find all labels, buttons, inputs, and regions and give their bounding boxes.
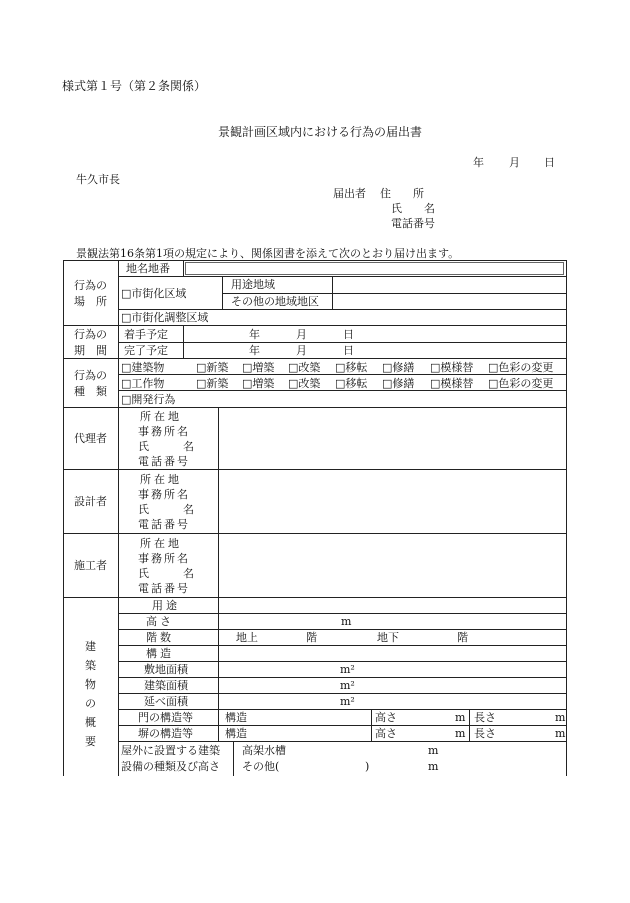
fence-height-label: 高さ <box>375 727 397 740</box>
notifier-label: 届出者 <box>333 187 366 200</box>
statement: 景観法第16条第1項の規定により、関係図書を添えて次のとおり届け出ます。 <box>76 247 460 260</box>
start-year-label: 年 <box>249 328 260 341</box>
agent-phone-label: 電話番号 <box>138 455 190 468</box>
agent-name-label: 氏名 <box>138 440 228 453</box>
kind-label-bottom: 種 類 <box>74 385 107 398</box>
building-color-change-checkbox[interactable]: □色彩の変更 <box>488 361 554 374</box>
contractor-name-label: 氏名 <box>138 567 228 580</box>
lot-number-label: 地名地番 <box>126 262 170 275</box>
development-checkbox[interactable]: □開発行為 <box>121 393 176 406</box>
agent-label: 代理者 <box>74 432 107 445</box>
structure-color-change-checkbox[interactable]: □色彩の変更 <box>488 377 554 390</box>
designer-label: 設計者 <box>74 495 107 508</box>
building-remodel-checkbox[interactable]: □模様替 <box>430 361 474 374</box>
addressee: 牛久市長 <box>76 173 120 186</box>
building-new-checkbox[interactable]: □新築 <box>196 361 229 374</box>
end-date-label: 完了予定 <box>124 344 168 357</box>
table-top-border <box>63 260 566 261</box>
location-label-top: 行為の <box>74 279 107 292</box>
period-label-bottom: 期 間 <box>74 344 107 357</box>
structure-relocate-checkbox[interactable]: □移転 <box>335 377 368 390</box>
height-label: 高さ <box>146 615 174 628</box>
water-tank-label: 高架水槽 <box>242 744 286 757</box>
end-day-label: 日 <box>343 344 354 357</box>
designer-phone-label: 電話番号 <box>138 518 190 531</box>
structure-rebuild-checkbox[interactable]: □改築 <box>288 377 321 390</box>
building-extension-checkbox[interactable]: □増築 <box>242 361 275 374</box>
building-repair-checkbox[interactable]: □修繕 <box>382 361 415 374</box>
notifier-phone-label: 電話番号 <box>391 217 435 230</box>
height-unit: m <box>341 615 352 628</box>
building-area-unit: m² <box>340 679 355 692</box>
gate-height-label: 高さ <box>375 711 397 724</box>
water-tank-unit: m <box>428 744 439 757</box>
site-area-label: 敷地面積 <box>144 663 188 676</box>
fence-height-unit: m <box>455 727 466 740</box>
gate-structure-label: 構造 <box>225 711 247 724</box>
fence-structure-label: 構造 <box>225 727 247 740</box>
designer-location-label: 所在地 <box>140 473 182 486</box>
agent-office-label: 事務所名 <box>138 425 190 438</box>
building-area-label: 建築面積 <box>144 679 188 692</box>
contractor-office-label: 事務所名 <box>138 552 190 565</box>
structure-checkbox[interactable]: □工作物 <box>121 377 165 390</box>
building-rebuild-checkbox[interactable]: □改築 <box>288 361 321 374</box>
other-equipment-unit: m <box>428 760 439 773</box>
contractor-location-label: 所在地 <box>140 537 182 550</box>
contractor-label: 施工者 <box>74 559 107 572</box>
notifier-name-label: 氏 名 <box>391 202 435 215</box>
use-zone-label: 用途地域 <box>231 278 275 291</box>
agent-location-label: 所在地 <box>140 410 182 423</box>
urbanization-control-checkbox[interactable]: □市街化調整区域 <box>121 311 209 324</box>
below-floor-unit: 階 <box>457 631 468 644</box>
building-summary-label: 建 築 物 の 概 要 <box>85 640 96 748</box>
end-month-label: 月 <box>296 344 307 357</box>
designer-office-label: 事務所名 <box>138 488 190 501</box>
other-equipment-close: ) <box>365 760 370 773</box>
above-floor-unit: 階 <box>306 631 317 644</box>
gate-label: 門の構造等 <box>138 711 193 724</box>
form-number: 様式第１号（第２条関係） <box>62 79 207 93</box>
structure-label: 構造 <box>146 647 174 660</box>
fence-length-unit: m <box>555 727 566 740</box>
building-relocate-checkbox[interactable]: □移転 <box>335 361 368 374</box>
structure-remodel-checkbox[interactable]: □模様替 <box>430 377 474 390</box>
other-equipment-label: その他( <box>242 760 280 773</box>
lot-number-field[interactable] <box>185 262 564 275</box>
floors-label: 階数 <box>146 631 174 644</box>
use-label: 用途 <box>152 599 180 612</box>
floor-area-unit: m² <box>340 695 355 708</box>
period-label-top: 行為の <box>74 328 107 341</box>
below-ground-label: 地下 <box>377 631 399 644</box>
other-zone-label: その他の地域地区 <box>231 295 319 308</box>
outdoor-equipment-label-2: 設備の種類及び高さ <box>121 760 220 773</box>
structure-repair-checkbox[interactable]: □修繕 <box>382 377 415 390</box>
outdoor-equipment-label-1: 屋外に設置する建築 <box>121 744 220 757</box>
floor-area-label: 延べ面積 <box>144 695 188 708</box>
structure-extension-checkbox[interactable]: □増築 <box>242 377 275 390</box>
kind-label-top: 行為の <box>74 369 107 382</box>
fence-label: 塀の構造等 <box>138 727 193 740</box>
date-month-label: 月 <box>509 156 520 169</box>
gate-length-label: 長さ <box>474 711 496 724</box>
site-area-unit: m² <box>340 663 355 676</box>
fence-length-label: 長さ <box>474 727 496 740</box>
building-checkbox[interactable]: □建築物 <box>121 361 165 374</box>
contractor-phone-label: 電話番号 <box>138 582 190 595</box>
designer-name-label: 氏名 <box>138 503 228 516</box>
date-day-label: 日 <box>544 156 555 169</box>
notifier-address-label: 住 所 <box>380 187 424 200</box>
date-year-label: 年 <box>473 156 484 169</box>
above-ground-label: 地上 <box>236 631 258 644</box>
document-title: 景観計画区域内における行為の届出書 <box>218 125 423 139</box>
start-month-label: 月 <box>296 328 307 341</box>
location-label-bottom: 場 所 <box>74 295 107 308</box>
end-year-label: 年 <box>249 344 260 357</box>
gate-height-unit: m <box>455 711 466 724</box>
gate-length-unit: m <box>555 711 566 724</box>
start-day-label: 日 <box>343 328 354 341</box>
structure-new-checkbox[interactable]: □新築 <box>196 377 229 390</box>
table-right-border <box>566 260 567 776</box>
start-date-label: 着手予定 <box>124 328 168 341</box>
urbanization-area-checkbox[interactable]: □市街化区域 <box>121 287 187 300</box>
